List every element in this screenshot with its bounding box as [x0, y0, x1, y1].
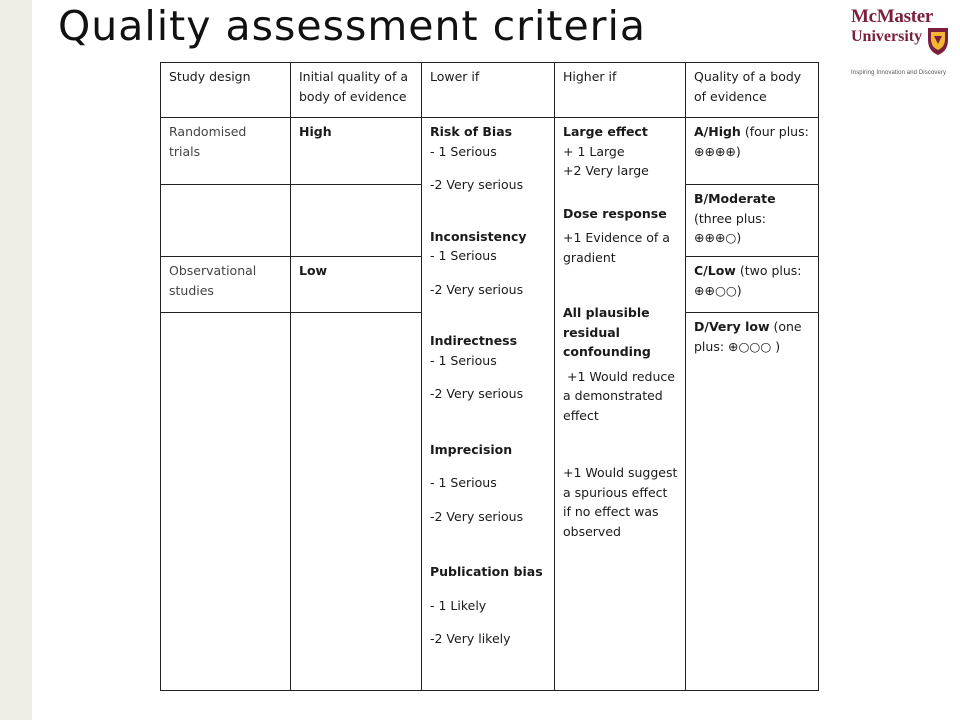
table-border-bottom [160, 690, 819, 691]
column-divider [290, 62, 291, 691]
quality-b-moderate: B/Moderate (three plus: ⊕⊕⊕○) [686, 185, 784, 248]
header-study-design: Study design [169, 69, 251, 84]
mcmaster-crest-icon [926, 26, 950, 56]
two-plus-symbols: ⊕⊕○○) [694, 282, 742, 298]
logo-tagline: Inspiring Innovation and Discovery [851, 70, 947, 76]
publication-bias-label: Publication bias [430, 564, 543, 579]
large-effect-label: Large effect [563, 124, 648, 139]
slide-title: Quality assessment criteria [58, 2, 647, 50]
initial-quality-low: Low [299, 263, 328, 278]
indirectness-label: Indirectness [430, 333, 518, 348]
logo-line-1: McMaster [851, 6, 933, 27]
higher-if-criteria: Large effect + 1 Large +2 Very large Dose response +1 Evidence of a gradient All plausible residual confounding +1 Would reduce a demonstrated effect +1 Would suggest a spurious effect if no effect was observed [563, 124, 678, 539]
confounding-label: All plausible [563, 305, 650, 320]
three-plus-symbols: ⊕⊕⊕○) [694, 230, 742, 245]
quality-a-high: A/High (four plus: ⊕⊕⊕⊕) [686, 118, 817, 161]
quality-d-very-low: D/Very low (one plus: ⊕○○○ ) [686, 313, 810, 356]
row-divider [160, 312, 422, 313]
dose-response-label: Dose response [563, 205, 667, 221]
table-border-right [818, 62, 819, 691]
one-plus-symbols: plus: ⊕○○○ ) [694, 338, 781, 354]
row-divider [160, 184, 422, 185]
lower-if-criteria: Risk of Bias - 1 Serious -2 Very serious Inconsistency - 1 Serious -2 Very serious Indirectness - 1 Serious -2 Very serious Imprecision - 1 Serious -2 Very serious Publication bias - 1 Likely -2 Very likely [430, 124, 543, 646]
study-design-observational: Observational studies [169, 263, 257, 298]
four-plus-symbols: ⊕⊕⊕⊕) [694, 143, 741, 159]
university-logo [851, 4, 955, 84]
header-initial-quality: Initial quality of a body of evidence [299, 69, 408, 104]
header-higher-if: Higher if [563, 69, 617, 84]
risk-of-bias-label: Risk of Bias [430, 124, 513, 139]
header-lower-if: Lower if [430, 69, 480, 84]
study-design-randomised-trials: Randomised trials [169, 124, 247, 159]
header-quality: Quality of a body of evidence [694, 69, 802, 104]
initial-quality-high: High [299, 124, 332, 139]
logo-line-2: University [851, 28, 923, 45]
quality-c-low: C/Low (two plus: ⊕⊕○○) [686, 257, 810, 300]
inconsistency-label: Inconsistency [430, 228, 527, 244]
imprecision-label: Imprecision [430, 441, 513, 457]
left-accent-bar [0, 0, 32, 720]
